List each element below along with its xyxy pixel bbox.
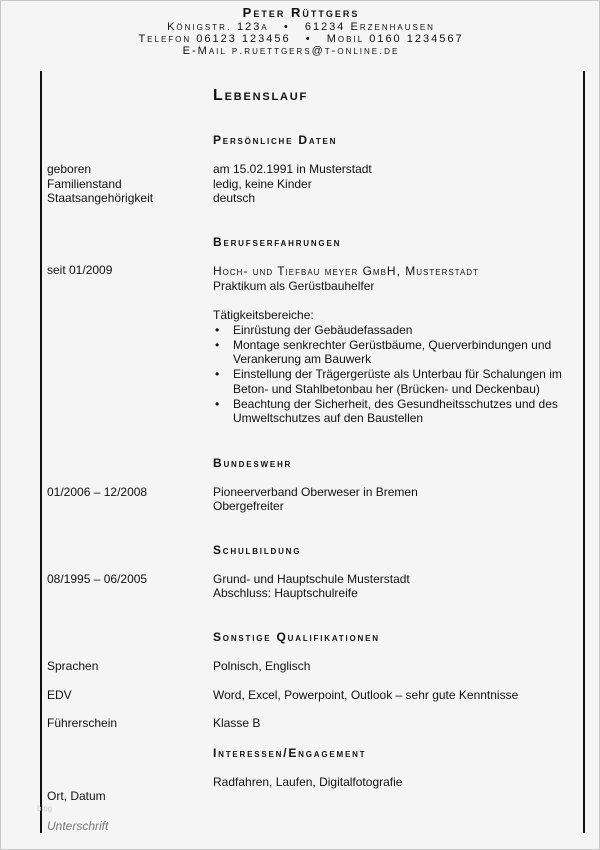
school-name: Grund- und Hauptschule Musterstadt <box>213 572 410 586</box>
work-company: Hoch- und Tiefbau meyer GmbH, Musterstadt <box>213 264 479 278</box>
work-date: seit 01/2009 <box>47 263 113 277</box>
email: E-Mail p.ruettgers@t-online.de <box>182 45 400 57</box>
value-born: am 15.02.1991 in Musterstadt <box>213 162 372 176</box>
school-degree: Abschluss: Hauptschulreife <box>213 586 358 600</box>
heading-military: Bundeswehr <box>213 456 293 470</box>
value-nationality: deutsch <box>213 191 256 205</box>
list-item: • Beachtung der Sicherheit, des Gesundheitsschutzes und des Umweltschutzes auf den Baustellen <box>213 397 579 426</box>
heading-work: Berufserfahrungen <box>213 235 342 249</box>
heading-personal: Persönliche Daten <box>213 133 338 147</box>
page-title: Lebenslauf <box>213 87 308 104</box>
value-license: Klasse B <box>213 716 261 730</box>
heading-school: Schulbildung <box>213 543 302 557</box>
value-family: ledig, keine Kinder <box>213 177 312 191</box>
work-tasks-label: Tätigkeitsbereiche: <box>213 308 314 322</box>
value-languages: Polnisch, Englisch <box>213 659 311 673</box>
work-position: Praktikum als Gerüstbauhelfer <box>213 279 375 293</box>
school-date: 08/1995 – 06/2005 <box>47 572 148 586</box>
watermark: blog <box>37 804 53 813</box>
work-tasks-list <box>213 323 579 426</box>
list-item: • Einstellung der Trägergerüste als Unterbau für Schalungen im Beton- und Stahlbetonbau her (Brücken- und Deckenbau) <box>213 367 579 396</box>
label-license: Führerschein <box>47 716 118 730</box>
address: Königstr. 123a • 61234 Erzenhausen <box>167 21 435 33</box>
heading-qualifications: Sonstige Qualifikationen <box>213 630 380 644</box>
right-border <box>583 71 585 833</box>
heading-interests: Interessen/Engagement <box>213 746 367 760</box>
list-item: • Einrüstung der Gebäudefassaden <box>213 323 579 338</box>
label-languages: Sprachen <box>47 659 99 673</box>
military-rank: Obergefreiter <box>213 499 284 513</box>
left-border <box>40 71 42 833</box>
value-interests: Radfahren, Laufen, Digitalfotografie <box>213 775 403 789</box>
applicant-name: Peter Rüttgers <box>242 5 360 20</box>
signature-label: Unterschrift <box>47 819 109 833</box>
label-it: EDV <box>47 688 72 702</box>
military-unit: Pioneerverband Oberweser in Bremen <box>213 485 418 499</box>
label-born: geboren <box>47 162 92 176</box>
list-item: • Montage senkrechter Gerüstbäume, Querverbindungen und Verankerung am Bauwerk <box>213 338 579 367</box>
military-date: 01/2006 – 12/2008 <box>47 485 148 499</box>
phone: Telefon 06123 123456 • Mobil 0160 1234567 <box>138 33 464 45</box>
value-it: Word, Excel, Powerpoint, Outlook – sehr gute Kenntnisse <box>213 688 519 702</box>
label-nationality: Staatsangehörigkeit <box>47 191 154 205</box>
place-date: Ort, Datum <box>47 789 106 803</box>
label-family: Familienstand <box>47 177 122 191</box>
